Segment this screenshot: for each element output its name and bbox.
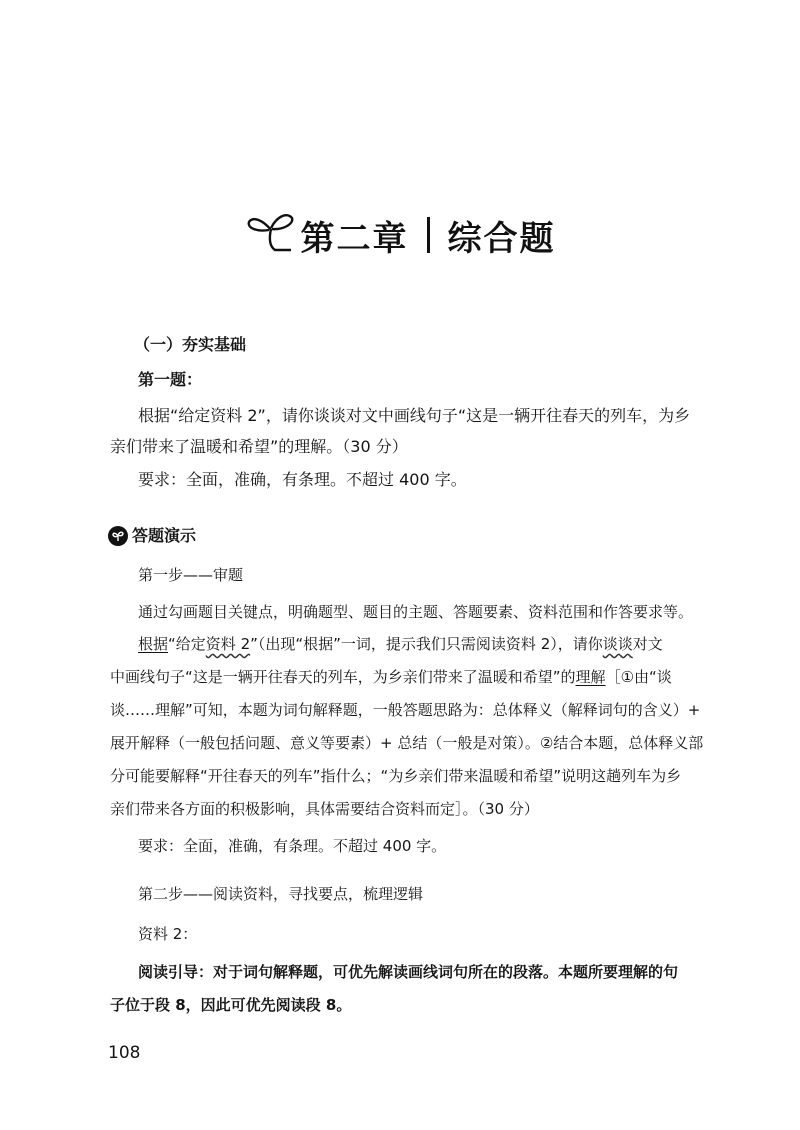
sprout-icon (245, 206, 297, 258)
analysis-keyword-discuss: 谈谈 (602, 635, 633, 653)
title-divider (427, 217, 430, 253)
analysis-line-6: 亲们带来各方面的积极影响，具体需要结合资料而定］。（30 分） (110, 800, 539, 818)
demo-badge-icon (108, 526, 128, 546)
analysis-text: 对文 (632, 635, 663, 653)
section-heading: （一）夯实基础 (134, 335, 247, 354)
page-number: 108 (108, 1043, 141, 1063)
analysis-text: ”（出现“根据”一词，提示我们只需阅读资料 2），请你 (250, 635, 603, 653)
analysis-line-2 (110, 667, 672, 687)
analysis-keyword-according: 根据 (138, 635, 169, 653)
analysis-text: ［①由“谈 (605, 668, 672, 686)
analysis-text: “给定 (168, 635, 206, 653)
material-label: 资料 2： (138, 925, 198, 943)
demo-heading-text: 答题演示 (132, 526, 197, 545)
step-2: 第二步——阅读资料，寻找要点，梳理逻辑 (138, 885, 424, 903)
question-line-2: 亲们带来了温暖和希望”的理解。（30 分） (110, 437, 408, 456)
analysis-line-3: 谈……理解”可知，本题为词句解释题，一般答题思路为：总体释义（解释词句的含义）+ (110, 701, 701, 719)
guide-line-1: 阅读引导：对于词句解释题，可优先解读画线词句所在的段落。本题所要理解的句 (138, 963, 679, 981)
analysis-text: 中画线句子“这是一辆开往春天的列车，为乡亲们带来了温暖和希望”的 (110, 668, 576, 686)
analysis-keyword-material: 资料 2 (205, 635, 251, 653)
demo-heading (108, 526, 196, 546)
chapter-subtitle: 综合题 (447, 218, 556, 259)
requirement-2: 要求：全面，准确，有条理。不超过 400 字。 (138, 837, 447, 855)
guide-line-2: 子位于段 8，因此可优先阅读段 8。 (110, 996, 352, 1014)
analysis-keyword-understanding: 理解 (575, 668, 606, 686)
chapter-number: 第二章 (300, 218, 409, 259)
analysis-line-4: 展开解释（一般包括问题、意义等要素）+ 总结（一般是对策）。②结合本题，总体释义部 (110, 734, 704, 752)
step-1-intro: 通过勾画题目关键点，明确题型、题目的主题、答题要素、资料范围和作答要求等。 (138, 603, 694, 621)
chapter-title (0, 200, 800, 270)
analysis-line-1 (138, 634, 663, 654)
question-line-1: 根据“给定资料 2”，请你谈谈对文中画线句子“这是一辆开往春天的列车，为乡 (138, 406, 691, 425)
question-requirement: 要求：全面，准确，有条理。不超过 400 字。 (138, 470, 467, 489)
step-1: 第一步——审题 (138, 566, 244, 584)
question-label: 第一题： (138, 370, 203, 389)
analysis-line-5: 分可能要解释“开往春天的列车”指什么；“为乡亲们带来温暖和希望”说明这趟列车为乡 (110, 767, 682, 785)
